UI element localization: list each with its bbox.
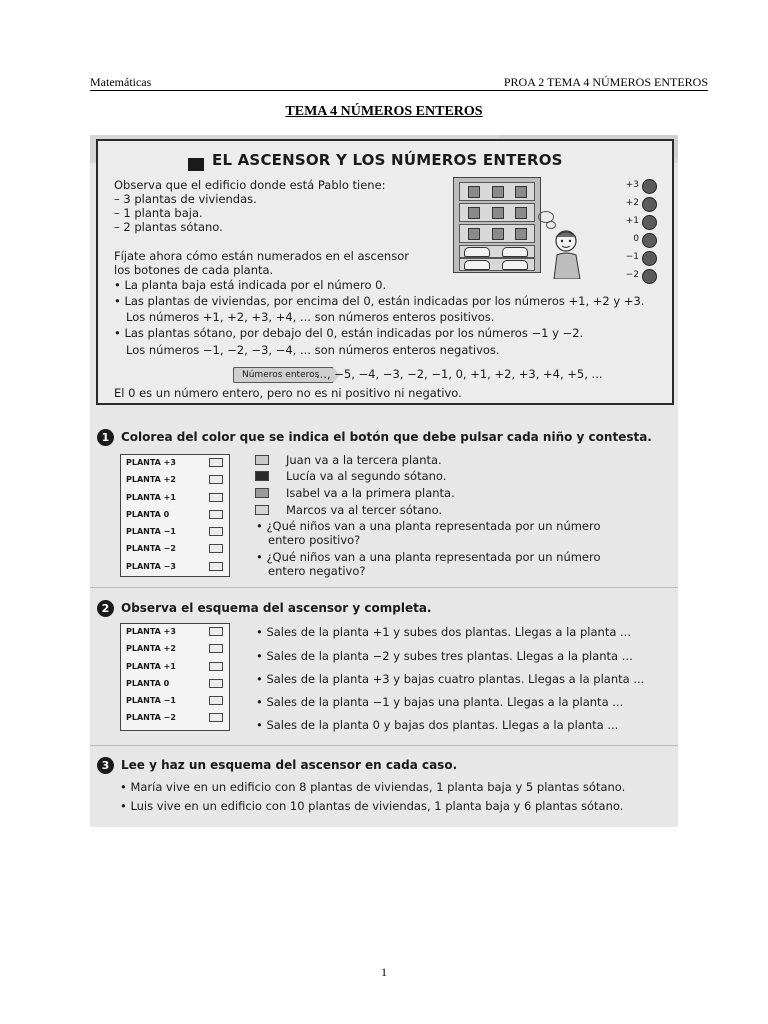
exercise-2-item: • Sales de la planta −1 y bajas una planta. Llegas a la planta ... (256, 695, 624, 709)
exercise-2-heading: Observa el esquema del ascensor y completa. (121, 601, 432, 615)
floor-row: PLANTA +1 (121, 490, 229, 507)
floor-row: PLANTA 0 (121, 676, 229, 693)
exercise-3-number: 3 (97, 757, 114, 774)
floor-row: PLANTA −2 (121, 541, 229, 558)
elevator-button-row: +3 (617, 179, 663, 196)
elevator-button-row: +2 (617, 197, 663, 214)
question-line: • ¿Qué niños van a una planta representada por un número (256, 519, 601, 533)
building-floor (459, 224, 535, 243)
info-box-title: EL ASCENSOR Y LOS NÚMEROS ENTEROS (212, 151, 563, 169)
color-swatch-isabel (255, 488, 269, 498)
floor-row: PLANTA +3 (121, 455, 229, 472)
floor-button-box (209, 627, 223, 636)
exercise-2-item: • Sales de la planta +3 y bajas cuatro plantas. Llegas a la planta ... (256, 672, 645, 686)
car-icon (464, 247, 490, 257)
floor-button-box (209, 679, 223, 688)
floor-button-box[interactable] (209, 562, 223, 571)
exercise-2-item: • Sales de la planta +1 y subes dos plantas. Llegas a la planta ... (256, 625, 631, 639)
elevator-button-icon (642, 233, 657, 248)
elevator-button-row: +1 (617, 215, 663, 232)
floor-button-box (209, 696, 223, 705)
integer-sequence: ..., −5, −4, −3, −2, −1, 0, +1, +2, +3, +4, +5, ... (316, 367, 603, 381)
elevator-button-icon (642, 197, 657, 212)
floor-row: PLANTA +1 (121, 659, 229, 676)
building-basement (459, 258, 535, 271)
elevator-button-row: 0 (617, 233, 663, 250)
page-title: TEMA 4 NÚMEROS ENTEROS (285, 104, 483, 119)
info-line: Observa que el edificio donde está Pablo tiene: (114, 178, 386, 192)
exercise-1-heading: Colorea del color que se indica el botón que debe pulsar cada niño y contesta. (121, 430, 652, 444)
floor-button-box (209, 644, 223, 653)
floor-button-box[interactable] (209, 527, 223, 536)
exercise-2-number: 2 (97, 600, 114, 617)
exercise-1-number: 1 (97, 429, 114, 446)
kid-isabel: Isabel va a la primera planta. (286, 486, 455, 500)
info-line: Los números +1, +2, +3, +4, ... son números enteros positivos. (126, 310, 495, 324)
info-line: • Las plantas de viviendas, por encima del 0, están indicadas por los números +1, +2 y +3. (114, 294, 645, 308)
kid-juan: Juan va a la tercera planta. (286, 453, 442, 467)
kid-marcos: Marcos va al tercer sótano. (286, 503, 443, 517)
question-line: entero negativo? (268, 564, 366, 578)
floor-row: PLANTA +2 (121, 641, 229, 658)
building-floor (459, 203, 535, 222)
elevator-panel (617, 179, 663, 289)
floor-button-box[interactable] (209, 458, 223, 467)
floor-button-box[interactable] (209, 510, 223, 519)
header-subject: Matemáticas (90, 75, 152, 89)
elevator-button-icon (642, 251, 657, 266)
scanned-worksheet (90, 135, 678, 827)
exercise-3-item: • Luis vive en un edificio con 10 plantas de viviendas, 1 planta baja y 6 plantas sótano. (120, 799, 624, 813)
info-footer: El 0 es un número entero, pero no es ni positivo ni negativo. (114, 386, 462, 400)
exercise-2-item: • Sales de la planta 0 y bajas dos plantas. Llegas a la planta ... (256, 718, 619, 732)
car-icon (502, 247, 528, 257)
elevator-button-icon (642, 179, 657, 194)
floor-button-box (209, 662, 223, 671)
car-icon (464, 260, 490, 270)
color-swatch-marcos (255, 505, 269, 515)
floor-row: PLANTA 0 (121, 507, 229, 524)
floor-button-box[interactable] (209, 544, 223, 553)
floor-row: PLANTA −1 (121, 693, 229, 710)
floor-row: PLANTA +2 (121, 472, 229, 489)
info-line: – 2 plantas sótano. (114, 220, 223, 234)
page-number: 1 (381, 965, 387, 979)
title-square-icon (188, 158, 204, 171)
question-line: • ¿Qué niños van a una planta representada por un número (256, 550, 601, 564)
car-icon (502, 260, 528, 270)
exercise-1-floor-table (120, 454, 230, 577)
exercise-3-heading: Lee y haz un esquema del ascensor en cada caso. (121, 758, 458, 772)
exercise-3-item: • María vive en un edificio con 8 plantas de viviendas, 1 planta baja y 5 plantas sótano. (120, 780, 626, 794)
kid-lucia: Lucía va al segundo sótano. (286, 469, 447, 483)
page-header (90, 75, 708, 91)
info-line: Fíjate ahora cómo están numerados en el ascensor (114, 249, 409, 263)
divider (90, 587, 678, 588)
numeros-enteros-label: Números enteros (233, 367, 334, 383)
floor-row: PLANTA +3 (121, 624, 229, 641)
floor-row: PLANTA −2 (121, 710, 229, 727)
elevator-button-icon (642, 269, 657, 284)
elevator-button-icon (642, 215, 657, 230)
info-line: – 1 planta baja. (114, 206, 203, 220)
info-line: • La planta baja está indicada por el número 0. (114, 278, 387, 292)
building-illustration (453, 177, 541, 273)
color-swatch-lucia (255, 471, 269, 481)
boy-illustration-icon (548, 227, 588, 279)
floor-button-box[interactable] (209, 493, 223, 502)
exercise-2-item: • Sales de la planta −2 y subes tres plantas. Llegas a la planta ... (256, 649, 633, 663)
info-line: los botones de cada planta. (114, 263, 274, 277)
floor-button-box[interactable] (209, 475, 223, 484)
building-floor (459, 182, 535, 201)
info-box (96, 139, 674, 405)
header-course: PROA 2 TEMA 4 NÚMEROS ENTEROS (503, 75, 708, 89)
elevator-button-row: −1 (617, 251, 663, 268)
elevator-button-row: −2 (617, 269, 663, 286)
floor-row: PLANTA −3 (121, 559, 229, 576)
floor-button-box (209, 713, 223, 722)
info-line: – 3 plantas de viviendas. (114, 192, 257, 206)
divider (90, 745, 678, 746)
floor-row: PLANTA −1 (121, 524, 229, 541)
exercise-2-floor-table (120, 623, 230, 731)
color-swatch-juan (255, 455, 269, 465)
info-line: Los números −1, −2, −3, −4, ... son números enteros negativos. (126, 343, 500, 357)
building-basement (459, 245, 535, 258)
question-line: entero positivo? (268, 533, 361, 547)
info-line: • Las plantas sótano, por debajo del 0, están indicadas por los números −1 y −2. (114, 326, 584, 340)
